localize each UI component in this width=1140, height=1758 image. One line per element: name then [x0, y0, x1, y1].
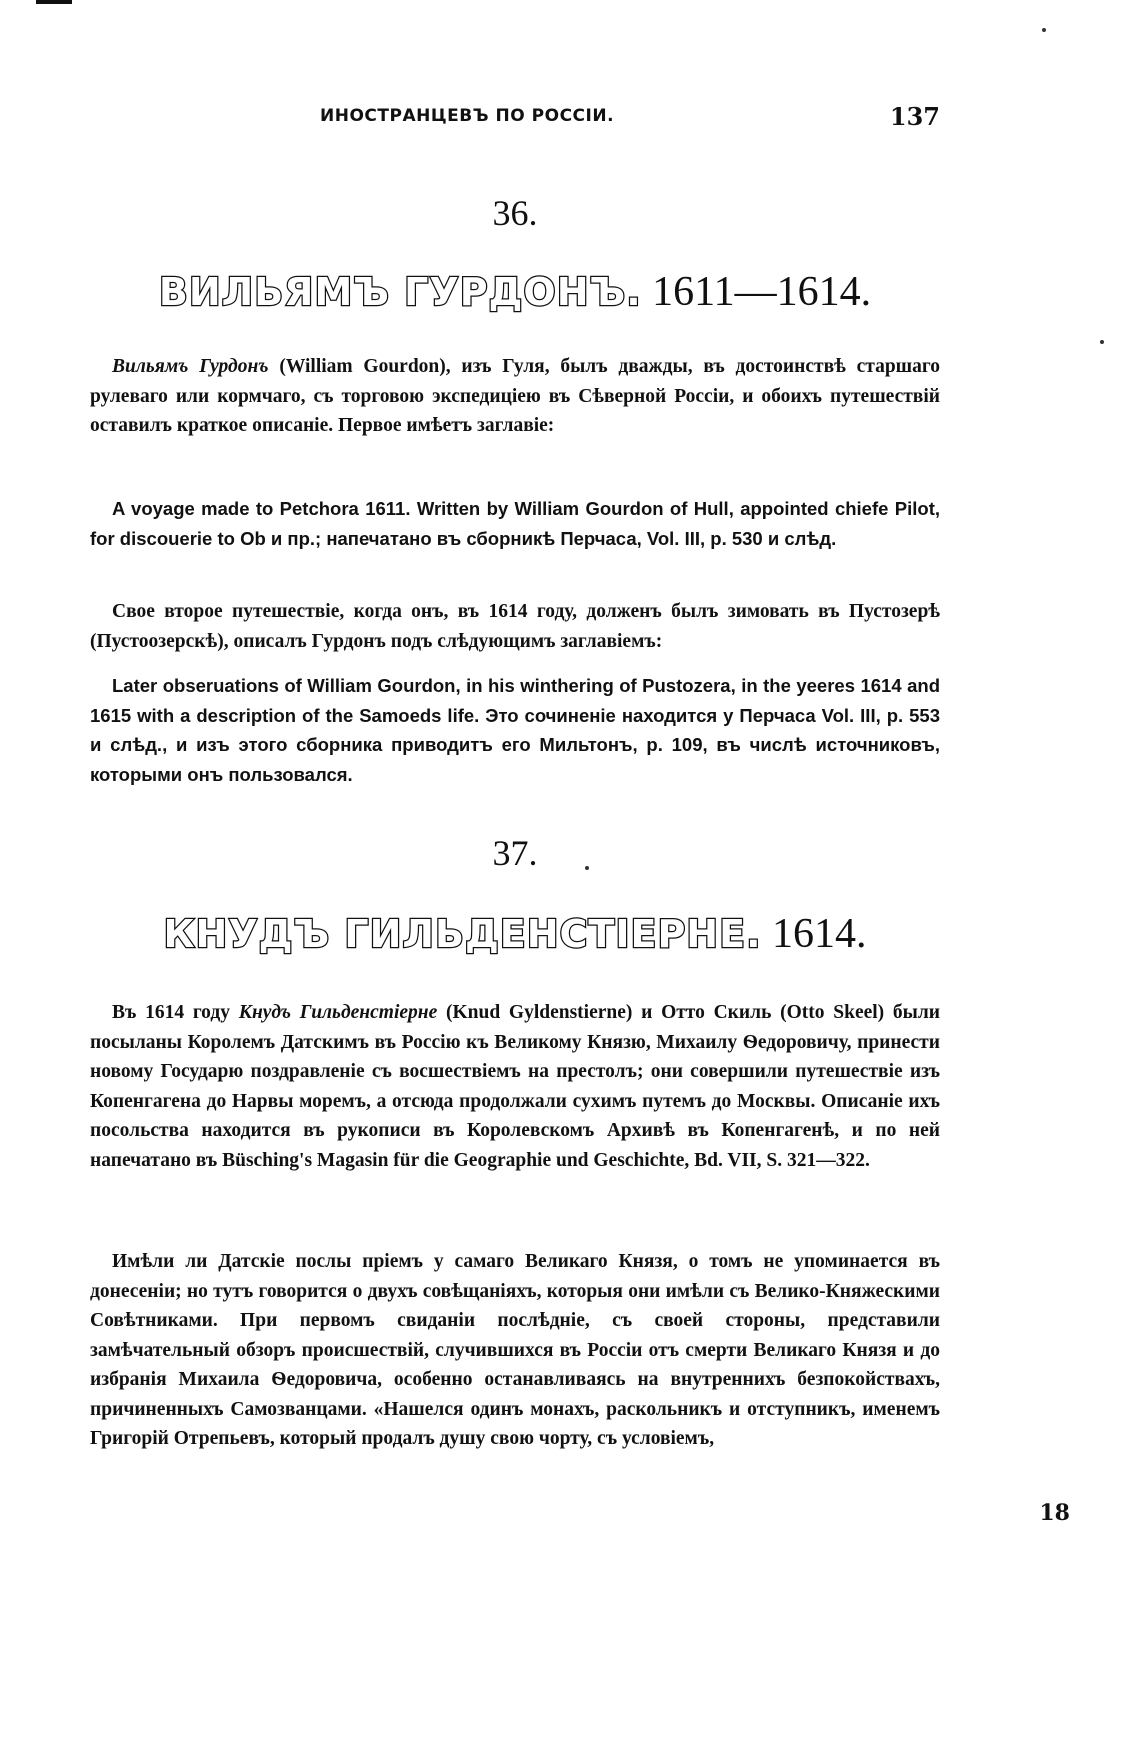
entry-name: КНУДЪ ГИЛЬДЕНСТІЕРНЕ.: [163, 912, 762, 956]
entry-dates: 1614.: [772, 911, 867, 957]
paragraph: A voyage made to Petchora 1611. Written by William Gourdon of Hull, appointed chiefe Pilot, for discouerie to Ob и пр.; напечатано въ сборникѣ Перчаса, Vol. III, p. 530 и слѣд.: [90, 498, 940, 549]
paragraph: [90, 352, 940, 441]
corner-rule-mark: [36, 0, 72, 4]
sheet-signature-number: 18: [1039, 1500, 1070, 1526]
paragraph-text: Въ 1614 году: [112, 1002, 230, 1023]
paragraph-text: (Knud Gyldenstierne) и Отто Скиль (Otto Skeel) были посыланы Королемъ Датскимъ въ Россію къ Великому Князю, Михаилу Ѳедоровичу, принести новому Государю поздравленіе съ восшествіемъ на престолъ; они совершили путешествіе изъ Копенгагена до Нарвы моремъ, а отсюда продолжали сухимъ путемъ до Москвы. Описаніе ихъ посольства находится въ рукописи въ Королевскомъ Архивѣ въ Копенгагенѣ, и по ней напечатано въ Büsching's Magasin für die Geographie und Geschichte, Bd. VII, S. 321—322.: [90, 1002, 941, 1171]
page-number: 137: [889, 102, 940, 131]
entry-dates: 1611—1614.: [652, 269, 872, 315]
paragraph: Имѣли ли Датскіе послы пріемъ у самаго Великаго Князя, о томъ не упоминается въ донесеніи; но тутъ говорится о двухъ совѣщаніяхъ, которыя они имѣли съ Велико-Княжескими Совѣтниками. При первомъ свиданіи послѣдніе, съ своей стороны, представили замѣчательный обзоръ происшествій, случившихся въ Россіи отъ смерти Великаго Князя и до избранія Михаила Ѳедоровича, особенно останавливаясь на внутреннихъ безпокойствахъ, причиненныхъ Самозванцами. «Нашелся одинъ монахъ, раскольникъ и отступникъ, именемъ Григорій Отрепьевъ, который продалъ душу свою чорту, съ условіемъ,: [90, 1251, 940, 1449]
print-speck: [1100, 340, 1104, 344]
paragraph-text: (William Gourdon), изъ Гуля, былъ дважды, въ достоинствѣ старшаго рулеваго или кормчаго, съ торговою экспедиціею въ Сѣверной Россіи, и обоихъ путешествій оставилъ краткое описаніе. Первое имѣетъ заглавіе:: [90, 356, 940, 436]
paragraph: [90, 998, 940, 1175]
person-name: Кнудъ Гильденстіерне: [238, 1002, 438, 1023]
person-name: Вильямъ Гурдонъ: [112, 356, 269, 377]
paragraph: Свое второе путешествіе, когда онъ, въ 1614 году, долженъ былъ зимовать въ Пустозерѣ (Пустоозерскѣ), описалъ Гурдонъ подъ слѣдующимъ заглавіемъ:: [90, 601, 940, 652]
entry-heading: [90, 910, 940, 958]
running-title: ИНОСТРАНЦЕВЪ ПО РОССІИ.: [320, 106, 615, 126]
entry-heading: [90, 268, 940, 316]
running-header: [90, 102, 940, 136]
paragraph: Later obseruations of William Gourdon, in his winthering of Pustozera, in the yeeres 1614 and 1615 with a description of the Samoeds life. Это сочиненіе находится у Перчаса Vol. III, p. 553 и слѣд., и изъ этого сборника приводитъ его Мильтонъ, p. 109, въ числѣ источниковъ, которыми онъ пользовался.: [90, 675, 940, 785]
entry-name: ВИЛЬЯМЪ ГУРДОНЪ.: [158, 270, 642, 314]
print-speck: [1042, 28, 1046, 32]
entry-number: 36.: [492, 193, 538, 233]
entry-number: 37.: [492, 833, 538, 873]
